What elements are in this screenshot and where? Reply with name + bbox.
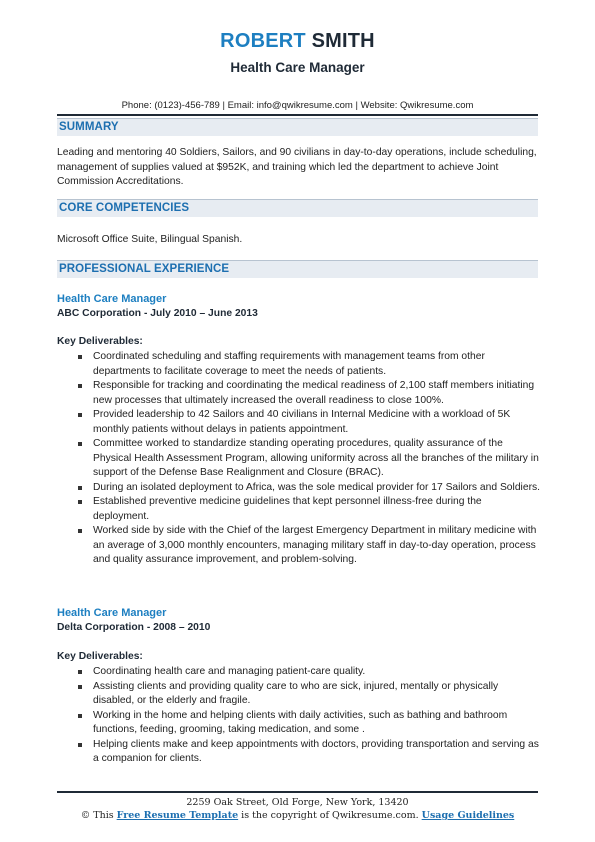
competencies-section-header xyxy=(57,199,538,217)
footer-copyright xyxy=(0,810,595,821)
bullet-icon xyxy=(78,413,82,417)
usage-guidelines-link[interactable]: Usage Guidelines xyxy=(421,810,515,821)
list-item-text: During an isolated deployment to Africa, was the sole medical provider for 17 Sailors and Soldiers. xyxy=(93,481,541,493)
deliverables-label: Key Deliverables: xyxy=(57,336,143,347)
list-item-text: Responsible for tracking and coordinating the medical readiness of 2,100 staff members initiating new processes that ultimately increased the overall readiness to close 100%. xyxy=(93,380,535,406)
list-item-text: Worked side by side with the Chief of the largest Emergency Department in military medicine with an average of 3,000 monthly encounters, managing military staff in day-to-day operation, process and quality assurance improvement, and problem-solving. xyxy=(93,525,537,565)
summary-text: Leading and mentoring 40 Soldiers, Sailors, and 90 civilians in day-to-day operations, include scheduling, management of supplies valued at $952K, and training which led the department to achieve Joint Commission Accreditations. xyxy=(57,147,537,187)
header-divider xyxy=(57,114,538,116)
bullet-icon xyxy=(78,529,82,533)
job-company: Delta Corporation - 2008 – 2010 xyxy=(57,622,211,633)
list-item xyxy=(57,437,540,481)
deliverables-list xyxy=(57,665,540,767)
list-item xyxy=(57,709,540,738)
bullet-icon xyxy=(78,384,82,388)
list-item xyxy=(57,350,540,379)
list-item xyxy=(57,680,540,709)
competencies-text: Microsoft Office Suite, Bilingual Spanish. xyxy=(57,234,243,245)
free-resume-template-link[interactable]: Free Resume Template xyxy=(116,810,239,821)
list-item-text: Committee worked to standardize standing operating procedures, quality assurance of the Physical Health Assessment Program, allowing uniformity across all the branches of the military in support of the Defense Base Realignment and Closure (BRAC). xyxy=(93,438,539,478)
competencies-heading: CORE COMPETENCIES xyxy=(59,202,190,214)
list-item-text: Coordinated scheduling and staffing requirements with management teams from other departments to facilitate coverage to meet the needs of patients. xyxy=(93,351,485,377)
contact-line: Phone: (0123)-456-789 | Email: info@qwikresume.com | Website: Qwikresume.com xyxy=(121,100,474,111)
last-name: SMITH xyxy=(311,30,375,52)
bullet-icon xyxy=(78,714,82,718)
list-item xyxy=(57,481,540,496)
job-role: Health Care Manager xyxy=(57,607,167,619)
bullet-icon xyxy=(78,355,82,359)
job-role: Health Care Manager xyxy=(57,293,167,305)
list-item-text: Coordinating health care and managing patient-care quality. xyxy=(93,666,366,677)
experience-heading: PROFESSIONAL EXPERIENCE xyxy=(59,263,230,275)
list-item xyxy=(57,665,540,680)
bullet-icon xyxy=(78,500,82,504)
deliverables-list xyxy=(57,350,540,568)
list-item-text: Helping clients make and keep appointments with doctors, providing transportation and serving as a companion for clients. xyxy=(93,738,539,764)
list-item-text: Provided leadership to 42 Sailors and 40 civilians in Internal Medicine with a workload of 5K monthly patients without delays in patients appointment. xyxy=(93,409,511,435)
list-item-text: Working in the home and helping clients with daily activities, such as bathing and bathroom functions, feeding, grooming, taking medication, and some . xyxy=(93,709,508,735)
copyright-middle: is the copyright of Qwikresume.com. xyxy=(238,810,422,821)
footer-divider xyxy=(57,791,538,793)
bullet-icon xyxy=(78,670,82,674)
list-item xyxy=(57,738,540,767)
first-name: ROBERT xyxy=(220,30,306,52)
list-item-text: Established preventive medicine guidelines that kept personnel illness-free during the deployment. xyxy=(93,496,482,522)
job-company: ABC Corporation - July 2010 – June 2013 xyxy=(57,308,258,319)
summary-heading: SUMMARY xyxy=(59,121,119,133)
bullet-icon xyxy=(78,486,82,490)
candidate-name xyxy=(0,30,595,53)
list-item xyxy=(57,379,540,408)
bullet-icon xyxy=(78,442,82,446)
bullet-icon xyxy=(78,685,82,689)
bullet-icon xyxy=(78,743,82,747)
candidate-title: Health Care Manager xyxy=(230,60,365,75)
list-item xyxy=(57,495,540,524)
list-item xyxy=(57,408,540,437)
deliverables-label: Key Deliverables: xyxy=(57,651,143,662)
copyright-prefix: © This xyxy=(80,810,117,821)
summary-section-header xyxy=(57,118,538,136)
list-item-text: Assisting clients and providing quality care to who are sick, injured, mentally or physically disabled, or the elderly and fragile. xyxy=(93,680,499,706)
list-item xyxy=(57,524,540,568)
footer-address: 2259 Oak Street, Old Forge, New York, 13420 xyxy=(186,797,409,808)
experience-section-header xyxy=(57,260,538,278)
